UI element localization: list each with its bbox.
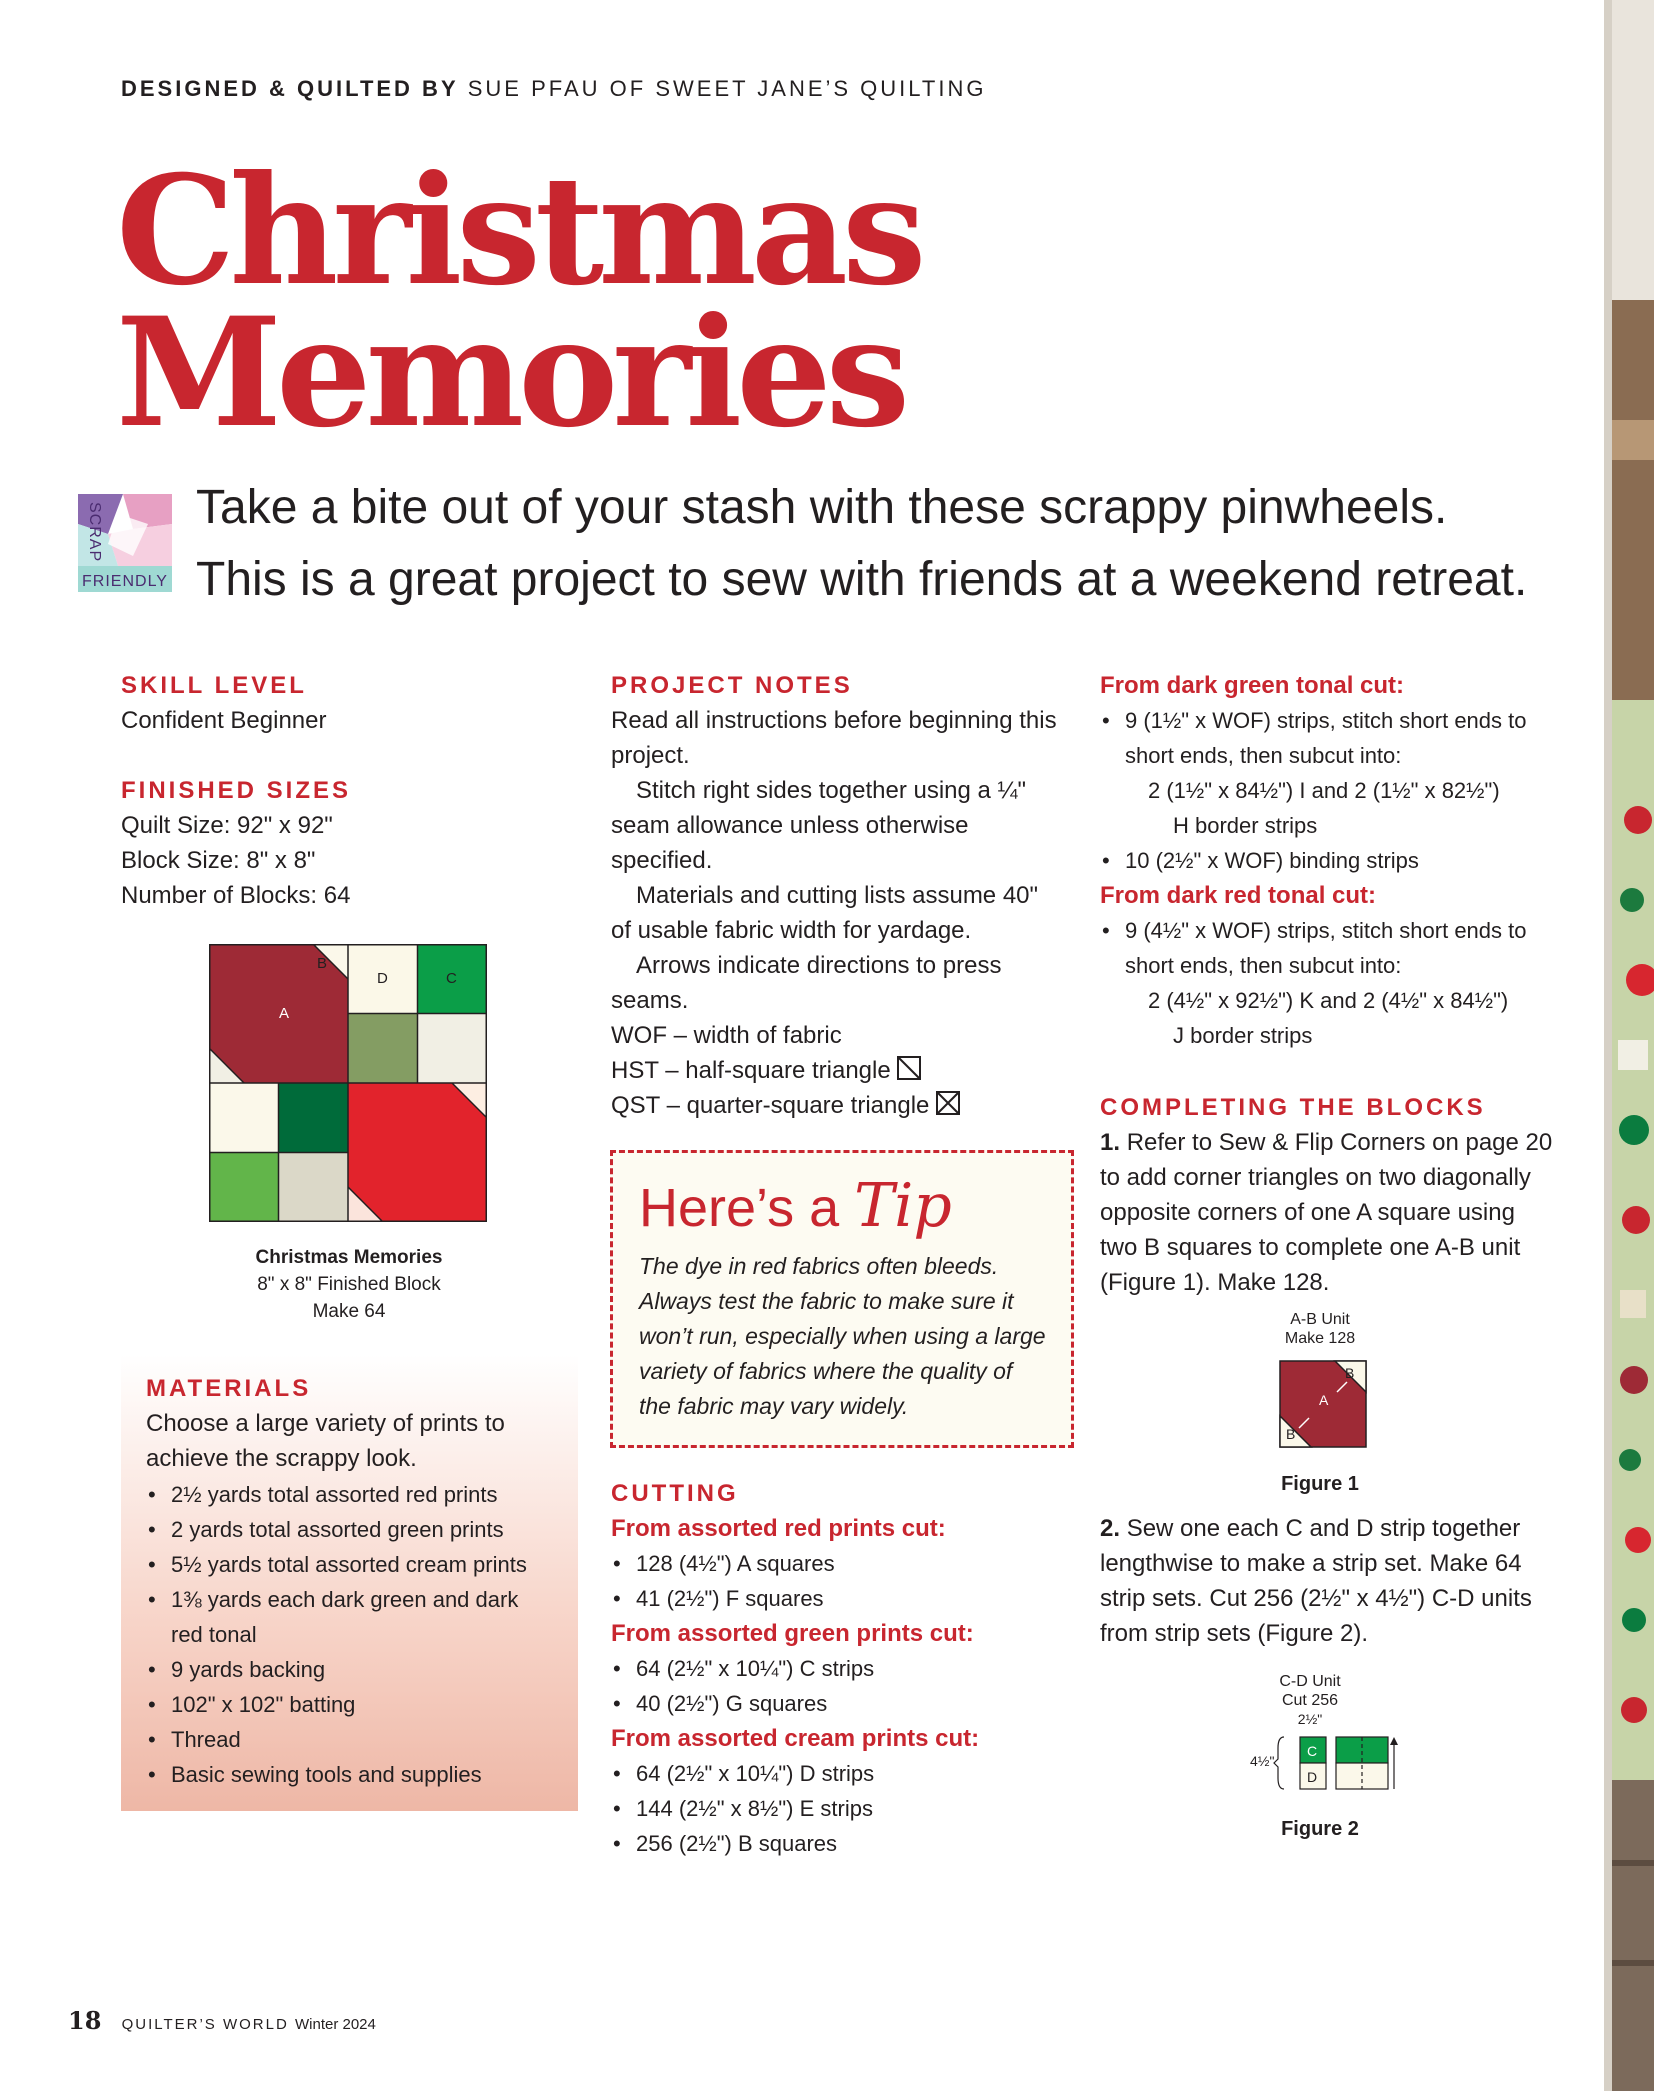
list-item: • Thread: [146, 1722, 556, 1757]
step-1-text: Refer to Sew & Flip Corners on page 20 to add corner triangles on two diagonally opposite corners of one A square using two B squares to complete one A-B unit (Figure 1). Make 128.: [1100, 1129, 1553, 1296]
list-item: • 9 (1½" x WOF) strips, stitch short ends to short ends, then subcut into:: [1100, 703, 1560, 773]
step-1-number: 1.: [1100, 1129, 1121, 1156]
block-caption-make: Make 64: [312, 1301, 386, 1322]
fig1-label-b-top: B: [1345, 1365, 1355, 1381]
tip-text: The dye in red fabrics often bleeds. Always test the fabric to make sure it won’t run, especially when using a large variety of fabrics where the quality of the fabric may vary widely.: [639, 1253, 1046, 1419]
skill-level-value: Confident Beginner: [121, 707, 327, 734]
finished-sizes-heading: FINISHED SIZES: [121, 777, 352, 804]
project-notes-heading: PROJECT NOTES: [611, 672, 853, 699]
cut-red-title: From assorted red prints cut:: [611, 1515, 946, 1542]
fig2-height-label: 4½": [1250, 1753, 1275, 1769]
issue-date: Winter 2024: [294, 2016, 376, 2033]
badge-top-text: SCRAP: [86, 502, 103, 563]
cut-dark-green-title: From dark green tonal cut:: [1100, 672, 1405, 699]
number-of-blocks: Number of Blocks: 64: [121, 882, 351, 909]
list-item: • 41 (2½") F squares: [611, 1581, 1061, 1616]
cut-dark-green-list: [1100, 703, 1560, 773]
fig2-width: 2½": [1297, 1711, 1323, 1727]
block-caption: [199, 1244, 499, 1325]
tip-heading-text: Here’s a: [639, 1178, 840, 1238]
note-qst: [611, 1088, 1061, 1123]
tip-box: [610, 1150, 1074, 1448]
cutting-lists: [611, 1511, 1061, 1861]
page-footer: [68, 2006, 376, 2035]
intro-line-2: This is a great project to sew with friends at a weekend retreat.: [196, 553, 1528, 606]
list-item: • 144 (2½" x 8½") E strips: [611, 1791, 1061, 1826]
cut-dark-red-title: From dark red tonal cut:: [1100, 882, 1377, 909]
figure-2-caption: Figure 2: [1281, 1818, 1359, 1840]
fig2-label-c: C: [1307, 1743, 1318, 1759]
border-cutting: [1100, 668, 1560, 1053]
page-number: 18: [68, 2006, 102, 2035]
list-item: • Basic sewing tools and supplies: [146, 1757, 556, 1792]
dark-green-subcut-1: 2 (1½" x 84½") I and 2 (1½" x 82½"): [1148, 778, 1500, 803]
quilt-size: Quilt Size: 92" x 92": [121, 812, 333, 839]
cut-green-list: [611, 1651, 1061, 1721]
cd-unit-graphic: [1248, 1733, 1408, 1793]
list-item: • 10 (2½" x WOF) binding strips: [1100, 843, 1560, 878]
fig1-label-a: A: [1319, 1392, 1329, 1408]
figure-1-diagram: [1279, 1360, 1367, 1448]
note-p2: Stitch right sides together using a ¼" seam allowance unless otherwise specified.: [611, 777, 1027, 874]
block-size: Block Size: 8" x 8": [121, 847, 316, 874]
completing-heading: COMPLETING THE BLOCKS: [1100, 1094, 1486, 1121]
quilt-photo-strip: [1604, 0, 1654, 2091]
cut-cream-list: [611, 1756, 1061, 1861]
cut-red-list: [611, 1546, 1061, 1616]
fig1-title: A-B Unit: [1290, 1311, 1350, 1328]
label-a: A: [279, 1005, 290, 1022]
fig2-label-d: D: [1307, 1769, 1318, 1785]
tip-heading: [639, 1171, 952, 1241]
title-line-2: Memories: [116, 285, 905, 461]
fig2-title: C-D Unit: [1279, 1673, 1341, 1690]
list-item: • 40 (2½") G squares: [611, 1686, 1061, 1721]
list-item: • 256 (2½") B squares: [611, 1826, 1061, 1861]
materials-intro: Choose a large variety of prints to achieve the scrappy look.: [146, 1410, 505, 1472]
step-1: [1100, 1125, 1555, 1300]
title-line-1: Christmas: [116, 143, 921, 319]
list-item: • 64 (2½" x 10¼") C strips: [611, 1651, 1061, 1686]
note-p1: Read all instructions before beginning this project.: [611, 707, 1057, 769]
quilt-photo: [1604, 0, 1654, 2091]
list-item: • 1⅜ yards each dark green and dark red tonal: [146, 1582, 556, 1652]
dark-red-subcut-1: 2 (4½" x 92½") K and 2 (4½" x 84½"): [1148, 988, 1509, 1013]
fig1-label-b-bottom: B: [1286, 1426, 1296, 1442]
list-item: • 5½ yards total assorted cream prints: [146, 1547, 556, 1582]
note-p3: Materials and cutting lists assume 40" of usable fabric width for yardage.: [611, 882, 1039, 944]
list-item: • 2½ yards total assorted red prints: [146, 1477, 556, 1512]
note-p4: Arrows indicate directions to press seams.: [611, 952, 1002, 1014]
list-item: • 102" x 102" batting: [146, 1687, 556, 1722]
skill-level-heading: SKILL LEVEL: [121, 672, 307, 699]
intro-text: [196, 472, 1527, 616]
note-hst: [611, 1053, 1061, 1088]
figure-2-header: [1240, 1672, 1380, 1729]
page-title: [116, 143, 921, 461]
cut-cream-title: From assorted cream prints cut:: [611, 1725, 980, 1752]
note-qst-text: QST – quarter-square triangle: [611, 1092, 930, 1119]
label-b: B: [317, 955, 328, 972]
materials-list: [146, 1477, 556, 1792]
dark-green-subcut-2: H border strips: [1173, 813, 1318, 838]
figure-1-caption: Figure 1: [1281, 1473, 1359, 1495]
figure-2-diagram: [1248, 1733, 1408, 1793]
byline: [121, 76, 986, 102]
finished-sizes-list: [121, 808, 350, 913]
list-item: • 9 yards backing: [146, 1652, 556, 1687]
intro-line-1: Take a bite out of your stash with these scrappy pinwheels.: [196, 481, 1448, 534]
project-notes: [611, 703, 1061, 1123]
label-d: D: [377, 970, 388, 987]
ab-unit-graphic: [1279, 1360, 1367, 1448]
cutting-heading: CUTTING: [611, 1480, 739, 1507]
cut-green-title: From assorted green prints cut:: [611, 1620, 974, 1647]
tip-script: Tip: [854, 1171, 952, 1241]
step-2: [1100, 1511, 1555, 1651]
figure-1-header: [1240, 1310, 1400, 1348]
fig1-make: Make 128: [1284, 1330, 1356, 1347]
scrap-friendly-badge: [78, 494, 172, 592]
designer-name: SUE PFAU OF SWEET JANE’S QUILTING: [467, 76, 987, 101]
list-item: • 2 yards total assorted green prints: [146, 1512, 556, 1547]
label-c: C: [446, 970, 457, 987]
block-diagram-graphic: [209, 944, 487, 1222]
hst-icon: [897, 1056, 921, 1080]
badge-bottom-text: FRIENDLY: [82, 573, 168, 590]
cut-dark-green-list-2: [1100, 843, 1560, 878]
scrap-friendly-icon: [78, 494, 172, 592]
fig2-make: Cut 256: [1281, 1692, 1339, 1709]
materials-box: [121, 1355, 578, 1811]
list-item: • 9 (4½" x WOF) strips, stitch short ends to short ends, then subcut into:: [1100, 913, 1560, 983]
note-hst-text: HST – half-square triangle: [611, 1057, 891, 1084]
list-item: • 128 (4½") A squares: [611, 1546, 1061, 1581]
materials-heading: MATERIALS: [146, 1375, 312, 1402]
list-item: • 64 (2½" x 10¼") D strips: [611, 1756, 1061, 1791]
cut-dark-red-list: [1100, 913, 1560, 983]
step-2-number: 2.: [1100, 1515, 1121, 1542]
qst-icon: [936, 1091, 960, 1115]
byline-label: DESIGNED & QUILTED BY: [121, 76, 459, 101]
note-wof: WOF – width of fabric: [611, 1022, 842, 1049]
block-diagram: [209, 944, 487, 1222]
block-caption-title: Christmas Memories: [255, 1247, 443, 1268]
dark-red-subcut-2: J border strips: [1173, 1023, 1313, 1048]
block-caption-size: 8" x 8" Finished Block: [257, 1274, 441, 1295]
step-2-text: Sew one each C and D strip together lengthwise to make a strip set. Make 64 strip sets. Cut 256 (2½" x 4½") C-D units from strip sets (Figure 2).: [1100, 1515, 1532, 1647]
magazine-name: QUILTER’S WORLD: [121, 2016, 289, 2033]
